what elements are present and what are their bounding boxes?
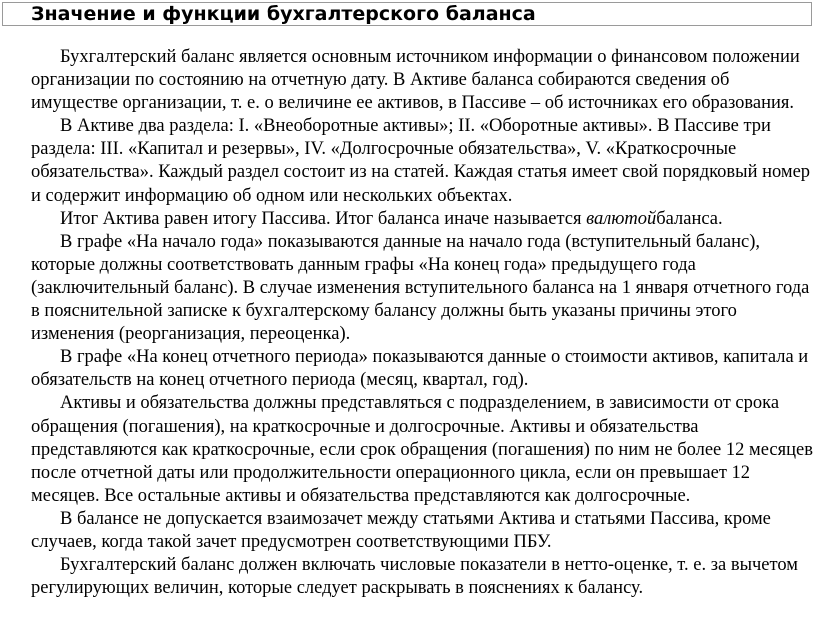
title-bar — [2, 2, 812, 26]
paragraph-start-of-year: В графе «На начало года» показываются данные на начало года (вступительный баланс), которые должны соответствовать данным графы «На конец года» предыдущего года (заключительный баланс). В случае изменения вступительного баланса на 1 января отчетного года в пояснительной записке к бухгалтерскому балансу должны быть указаны причины этого изменения (реорганизация, переоценка). — [31, 231, 810, 345]
italic-term: валютой — [586, 208, 657, 229]
paragraph-text: баланса. — [656, 208, 723, 229]
paragraph-balance-purpose: Бухгалтерский баланс является основным источником информации о финансовом положении организации по состоянию на отчетную дату. В Активе баланса собираются сведения об имуществе организации, т. е. о величине ее активов, в Пассиве – об источниках его образования. — [31, 47, 800, 114]
paragraph-balance-sections: В Активе два раздела: I. «Внеоборотные активы»; II. «Оборотные активы». В Пассиве три раздела: III. «Капитал и резервы», IV. «Долгосрочные обязательства», V. «Краткосрочные обязательства». Каждый раздел состоит из на статей. Каждая статья имеет свой порядковый номер и содержит информацию об одном или нескольких объектах. — [31, 116, 811, 206]
paragraph-short-long-term: Активы и обязательства должны представляться с подразделением, в зависимости от срока обращения (погашения), на краткосрочные и долгосрочные. Активы и обязательства представляются как краткосрочные, если срок обращения (погашения) по ним не более 12 месяцев после отчетной даты или продолжительности операционного цикла, если он превышает 12 месяцев. Все остальные активы и обязательства представляются как долгосрочные. — [31, 393, 813, 506]
document-body — [31, 46, 816, 600]
paragraph-end-of-period: В графе «На конец отчетного периода» показываются данные о стоимости активов, капитала и обязательств на конец отчетного периода (месяц, квартал, год). — [31, 347, 809, 391]
paragraph-balance-total — [31, 208, 816, 231]
paragraph-no-offsetting: В балансе не допускается взаимозачет между статьями Актива и статьями Пассива, кроме случаев, когда такой зачет предусмотрен соответствующими ПБУ. — [31, 508, 771, 552]
paragraph-text: Итог Актива равен итогу Пассива. Итог баланса иначе называется — [60, 208, 587, 229]
page-title: Значение и функции бухгалтерского баланса — [31, 3, 536, 25]
paragraph-net-valuation: Бухгалтерский баланс должен включать числовые показатели в нетто-оценке, т. е. за вычетом регулирующих величин, которые следует раскрывать в пояснениях к балансу. — [31, 555, 798, 599]
